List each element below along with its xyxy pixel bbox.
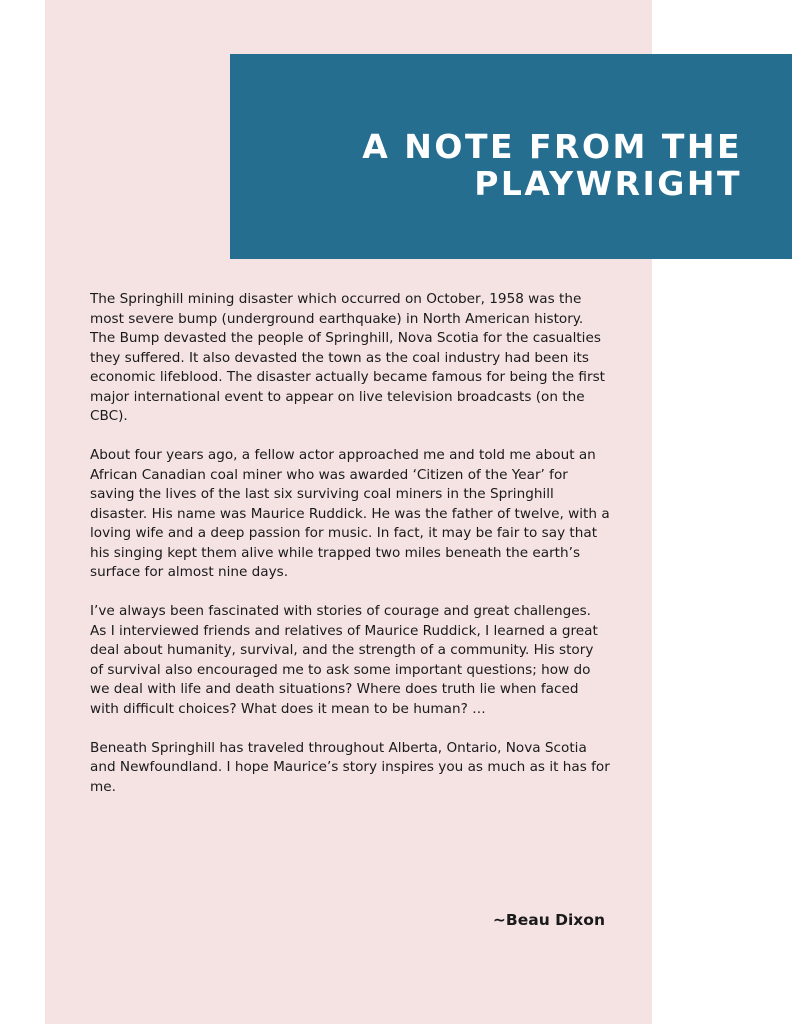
paragraph-1: The Springhill mining disaster which occurred on October, 1958 was the most severe bump (underground earthquake) in North American history. The Bump devasted the people of Springhill, Nova Scotia for the casualties they suffered. It also devasted the town as the coal industry had been its economic lifeblood. The disaster actually became famous for being the first major international event to appear on live television broadcasts (on the CBC). <box>90 291 605 424</box>
page-title-line-2: PLAYWRIGHT <box>474 164 742 203</box>
page-title <box>362 128 742 202</box>
note-body <box>90 290 610 817</box>
paragraph-3: I’ve always been fascinated with stories of courage and great challenges. As I interviewed friends and relatives of Maurice Ruddick, I learned a great deal about humanity, survival, and the strength of a community. His story of survival also encouraged me to ask some important questions; how do we deal with life and death situations? Where does truth lie when faced with difficult choices? What does it mean to be human? … <box>90 603 598 717</box>
paragraph-2: About four years ago, a fellow actor approached me and told me about an African Canadian coal miner who was awarded ‘Citizen of the Year’ for saving the lives of the last six surviving coal miners in the Springhill disaster. His name was Maurice Ruddick. He was the father of twelve, with a loving wife and a deep passion for music. In fact, it may be fair to say that his singing kept them alive while trapped two miles beneath the earth’s surface for almost nine days. <box>90 447 610 580</box>
author-signature: ~Beau Dixon <box>492 911 605 929</box>
page-title-line-1: A NOTE FROM THE <box>362 127 742 166</box>
paragraph-4: Beneath Springhill has traveled throughout Alberta, Ontario, Nova Scotia and Newfoundland. I hope Maurice’s story inspires you as much as it has for me. <box>90 739 610 795</box>
